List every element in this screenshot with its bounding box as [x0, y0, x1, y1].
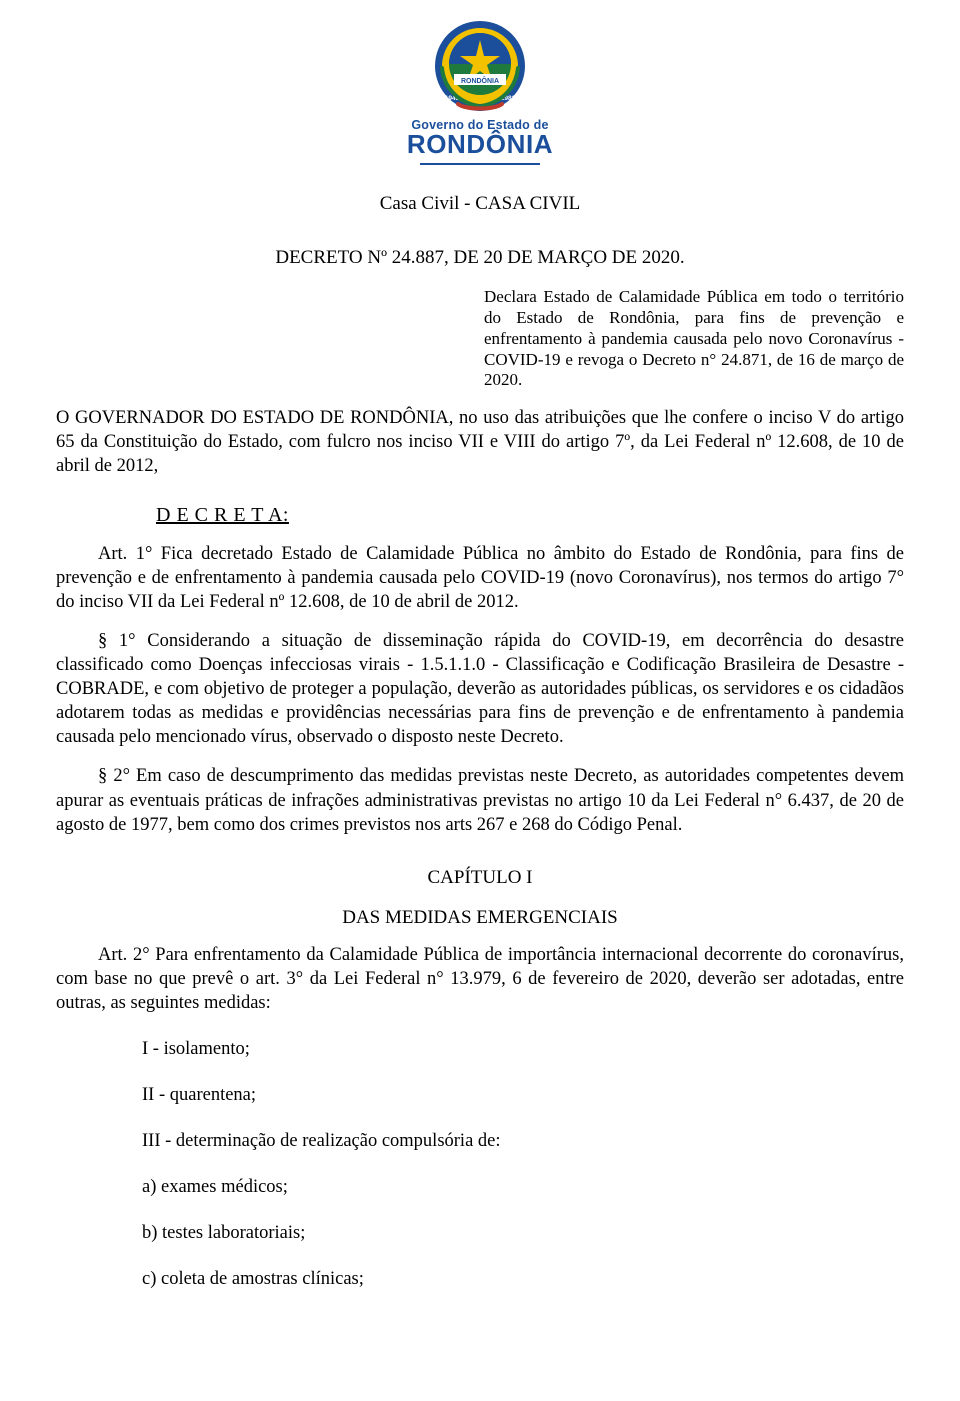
svg-text:RONDÔNIA: RONDÔNIA	[460, 78, 500, 85]
chapter-heading: CAPÍTULO I	[427, 866, 533, 888]
paragraph-1: § 1° Considerando a situação de disseminação rápida do COVID-19, em decorrência do desastre classificado como Doenças infecciosas virais - 1.5.1.1.0 - Classificação e Codificação Brasileira de Desastre - COBRADE, e com objetivo de proteger a população, deverão as autoridades públicas, os servidores e os cidadãos adotarem todas as medidas e providências necessárias para fins de prevenção e de enfrentamento à pandemia causada pelo mencionado vírus, observado o disposto neste Decreto.	[56, 631, 904, 748]
list-item: a) exames médicos;	[142, 1176, 288, 1197]
authority-paragraph: O GOVERNADOR DO ESTADO DE RONDÔNIA, no uso das atribuições que lhe confere o inciso V do artigo 65 da Constituição do Estado, com fulcro nos inciso VII e VIII do artigo 7º, da Lei Federal nº 12.608, de 10 de abril de 2012,	[56, 407, 904, 477]
preamble-text: Declara Estado de Calamidade Pública em todo o território do Estado de Rondônia, para fins de prevenção e enfrentamento à pandemia causada pelo novo Coronavírus - COVID-19 e revoga o Decreto n° 24.871, de 16 de março de 2020.	[484, 287, 904, 390]
list-item: II - quarentena;	[142, 1084, 257, 1105]
decreta-heading	[156, 504, 904, 527]
rondonia-coat-of-arms-icon	[432, 18, 528, 114]
list-item: III - determinação de realização compulsória de:	[142, 1130, 501, 1151]
decree-title: DECRETO Nº 24.887, DE 20 DE MARÇO DE 2020.	[275, 247, 685, 269]
preamble-block	[56, 287, 904, 391]
svg-text:1943: 1943	[444, 95, 460, 102]
list-item: b) testes laboratoriais;	[142, 1222, 306, 1243]
article-2-paragraph: Art. 2° Para enfrentamento da Calamidade Pública de importância internacional decorrente do coronavírus, com base no que prevê o art. 3° da Lei Federal n° 13.979, 6 de fevereiro de 2020, deverão ser adotadas, entre outras, as seguintes medidas:	[56, 944, 904, 1013]
svg-text:1981: 1981	[500, 95, 516, 102]
government-brand-header	[56, 18, 904, 165]
issuing-organ: Casa Civil - CASA CIVIL	[379, 193, 581, 215]
list-item: I - isolamento;	[142, 1038, 250, 1059]
paragraph-2: § 2° Em caso de descumprimento das medidas previstas neste Decreto, as autoridades competentes devem apurar as eventuais práticas de infrações administrativas previstas no artigo 10 da Lei Federal n° 6.437, de 20 de agosto de 1977, bem como dos crimes previstos nos arts 267 e 268 do Código Penal.	[56, 766, 904, 835]
article-1-paragraph: Art. 1° Fica decretado Estado de Calamidade Pública no âmbito do Estado de Rondônia, para fins de prevenção e de enfrentamento à pandemia causada pelo COVID-19 (novo Coronavírus), nos termos do artigo 7° do inciso VII da Lei Federal nº 12.608, de 10 de abril de 2012.	[56, 544, 904, 613]
brand-state-name: RONDÔNIA	[406, 129, 554, 159]
list-item: c) coleta de amostras clínicas;	[142, 1269, 364, 1289]
decreta-text: D E C R E T A:	[156, 504, 289, 527]
brand-divider	[420, 163, 540, 165]
chapter-subtitle: DAS MEDIDAS EMERGENCIAIS	[342, 906, 618, 928]
brand-subtitle: Governo do Estado de	[411, 118, 549, 132]
